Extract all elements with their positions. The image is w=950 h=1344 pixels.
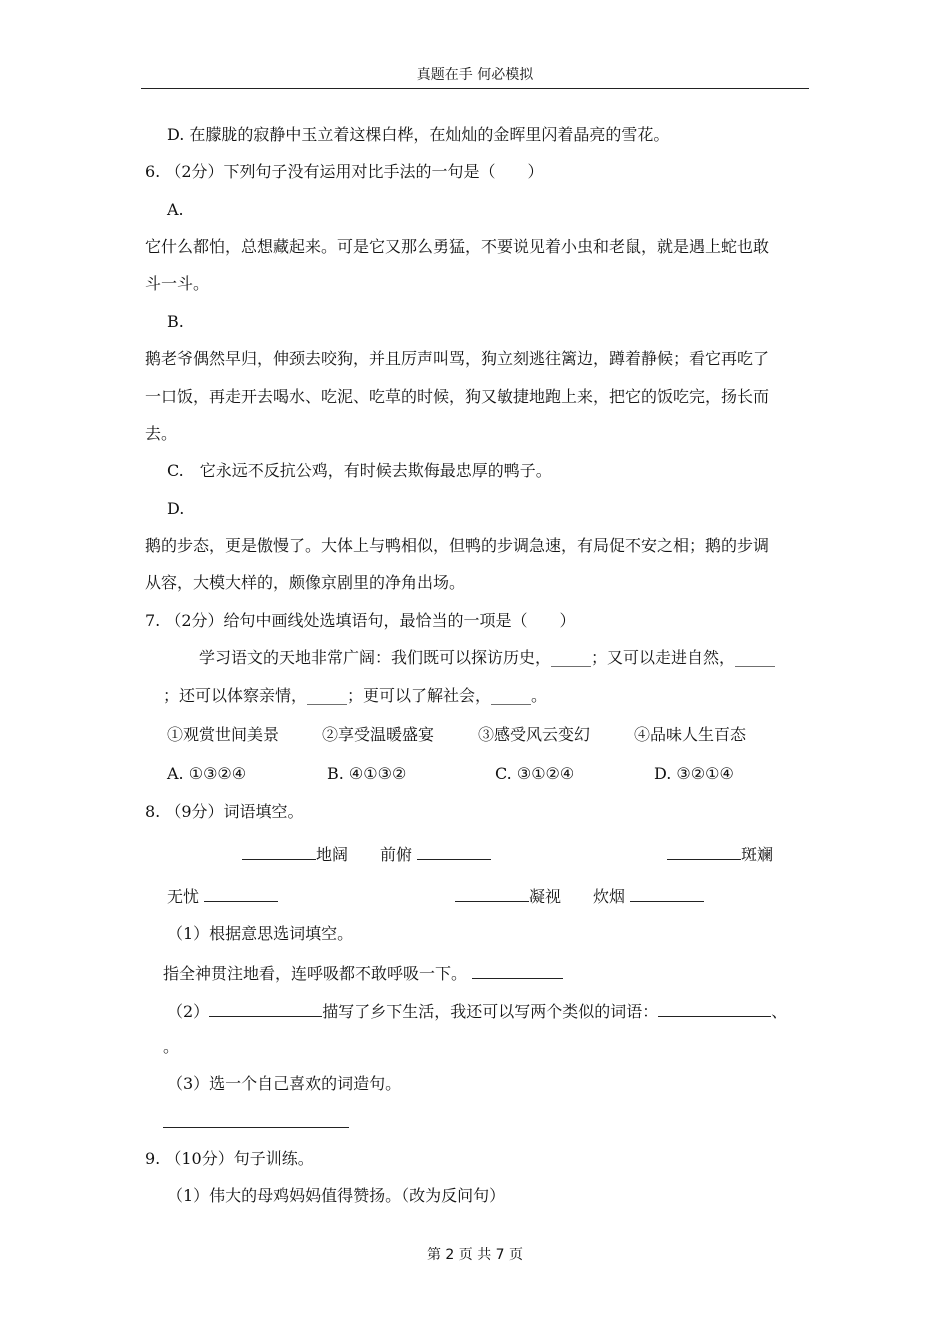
q8-part1-line (163, 962, 563, 984)
q6-option-d-line1: 鹅的步态，更是傲慢了。大体上与鸭相似，但鸭的步调急速，有局促不安之相；鹅的步调 (145, 536, 770, 555)
q7-option-d: D. ③②①④ (654, 764, 734, 783)
q6-option-d-line2: 从容，大模大样的，颇像京剧里的净角出场。 (145, 573, 466, 592)
q7-choice-3: ③感受风云变幻 (478, 725, 591, 744)
q7-passage-line1: 学习语文的天地非常广阔：我们既可以探访历史，_____；又可以走进自然，_____ (199, 648, 776, 667)
page-header: 真题在手 何必模拟 (416, 67, 534, 83)
q7-passage-line2: ；还可以体察亲情，_____；更可以了解社会，_____。 (163, 686, 548, 705)
q8-blank-5[interactable] (455, 885, 529, 902)
q8-part2-blank-1[interactable] (209, 1000, 322, 1017)
q8-part1-sentence: 指全神贯注地看，连呼吸都不敢呼吸一下。 (163, 964, 468, 983)
q9-part1: （1）伟大的母鸡妈妈值得赞扬。（改为反问句） (167, 1186, 506, 1205)
q8-blank-2[interactable] (417, 843, 491, 860)
q5-option-d: D. 在朦胧的寂静中玉立着这棵白桦，在灿灿的金晖里闪着晶亮的雪花。 (167, 125, 670, 144)
q8-part2-text: 描写了乡下生活，我还可以写两个类似的词语： (322, 1002, 659, 1021)
q8-word-row2-c (593, 885, 704, 907)
q8-word-row1-c (667, 843, 773, 865)
q8-blank-3[interactable] (667, 843, 741, 860)
q6-option-b-line1: 鹅老爷偶然早归，伸颈去咬狗，并且厉声叫骂，狗立刻逃往篱边，蹲着静候；看它再吃了 (145, 349, 770, 368)
q6-option-b-label: B. (167, 312, 184, 331)
header-rule (141, 88, 809, 89)
q7-choice-4: ④品味人生百态 (634, 725, 747, 744)
q8-part3-answer-line[interactable] (163, 1127, 349, 1128)
q8-word-5: 凝视 (529, 887, 562, 906)
q7-choice-2: ②享受温暖盛宴 (322, 725, 435, 744)
q8-stem: 8. （9分）词语填空。 (145, 802, 304, 821)
q6-stem: 6. （2分）下列句子没有运用对比手法的一句是（ ） (145, 162, 544, 181)
q6-option-c: C. 它永远不反抗公鸡，有时候去欺侮最忠厚的鸭子。 (167, 461, 552, 480)
q6-option-a-label: A. (167, 200, 184, 219)
q8-word-4: 无忧 (167, 887, 200, 906)
q8-blank-4[interactable] (204, 885, 278, 902)
q8-word-6: 炊烟 (593, 887, 626, 906)
q8-blank-1[interactable] (242, 843, 316, 860)
q8-part2-end: 。 (163, 1037, 180, 1056)
q7-option-a: A. ①③②④ (167, 764, 247, 783)
q6-option-a-line1: 它什么都怕，总想藏起来。可是它又那么勇猛，不要说见着小虫和老鼠，就是遇上蛇也敢 (145, 237, 770, 256)
q8-word-row2-b (455, 885, 561, 907)
q8-word-row2-a (167, 885, 278, 907)
q8-blank-6[interactable] (630, 885, 704, 902)
q8-part2-line (167, 1000, 787, 1022)
q8-part3: （3）选一个自己喜欢的词造句。 (167, 1074, 402, 1093)
page-footer: 第 2 页 共 7 页 (426, 1247, 524, 1263)
q8-word-1: 地阔 (316, 845, 349, 864)
q8-part2-prefix: （2） (167, 1002, 210, 1021)
q7-option-c: C. ③①②④ (495, 764, 575, 783)
q8-word-2: 前俯 (380, 845, 413, 864)
q6-option-b-line2: 一口饭，再走开去喝水、吃泥、吃草的时候，狗又敏捷地跑上来，把它的饭吃完，扬长而 (145, 387, 770, 406)
q6-option-a-line2: 斗一斗。 (145, 274, 210, 293)
q6-option-b-line3: 去。 (145, 424, 178, 443)
q8-part1-blank[interactable] (472, 962, 563, 979)
q8-word-row1-b (380, 843, 491, 865)
q6-option-d-label: D. (167, 499, 185, 518)
q8-word-row1-a (242, 843, 348, 865)
q9-stem: 9. （10分）句子训练。 (145, 1149, 314, 1168)
q8-word-3: 斑斓 (741, 845, 774, 864)
q7-choice-1: ①观赏世间美景 (167, 725, 280, 744)
q8-part1: （1）根据意思选词填空。 (167, 924, 354, 943)
q7-option-b: B. ④①③② (327, 764, 407, 783)
q8-part2-separator: 、 (771, 1002, 788, 1021)
q7-stem: 7. （2分）给句中画线处选填语句，最恰当的一项是（ ） (145, 611, 576, 630)
q8-part2-blank-2[interactable] (658, 1000, 771, 1017)
